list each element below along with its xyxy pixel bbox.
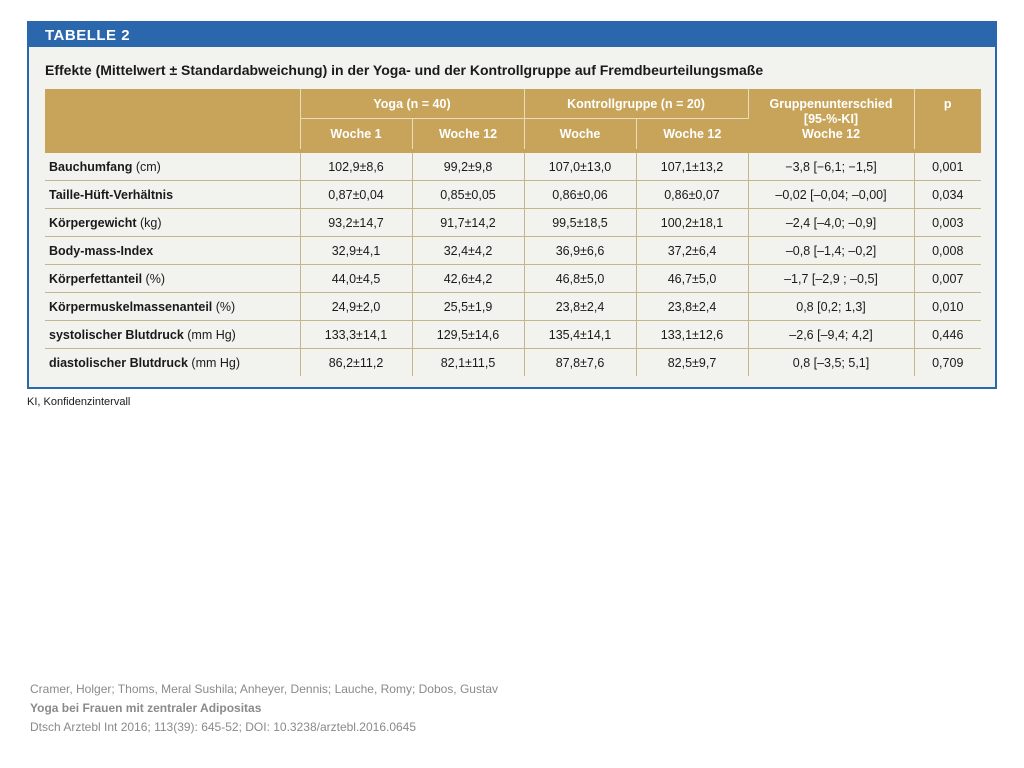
cell-yoga-week1: 102,9±8,6 xyxy=(300,151,412,181)
cell-control-week1: 46,8±5,0 xyxy=(524,265,636,293)
header-diff-line1: Gruppenunterschied xyxy=(769,96,893,111)
table-row xyxy=(45,237,981,265)
table-caption: Effekte (Mittelwert ± Standardabweichung) in der Yoga- und der Kontrollgruppe auf Fremdbeurteilungsmaße xyxy=(45,62,764,78)
cell-control-week12: 82,5±9,7 xyxy=(636,349,748,377)
header-p-value: p xyxy=(914,89,981,151)
header-yoga-week1: Woche 1 xyxy=(300,119,412,152)
cell-yoga-week12: 82,1±11,5 xyxy=(412,349,524,377)
table-row xyxy=(45,293,981,321)
cell-group-difference: –1,7 [–2,9 ; –0,5] xyxy=(748,265,914,293)
cell-p-value: 0,010 xyxy=(914,293,981,321)
row-label: Taille-Hüft-Verhältnis xyxy=(49,187,174,202)
table-row xyxy=(45,209,981,237)
cell-yoga-week12: 129,5±14,6 xyxy=(412,321,524,349)
cell-group-difference: –0,8 [–1,4; –0,2] xyxy=(748,237,914,265)
cell-group-difference: –2,6 [–9,4; 4,2] xyxy=(748,321,914,349)
header-group-difference xyxy=(748,89,914,151)
cell-control-week1: 135,4±14,1 xyxy=(524,321,636,349)
cell-yoga-week1: 0,87±0,04 xyxy=(300,181,412,209)
cell-yoga-week12: 32,4±4,2 xyxy=(412,237,524,265)
row-unit: (%) xyxy=(212,299,236,314)
row-label: diastolischer Blutdruck xyxy=(49,355,188,370)
header-control-week12: Woche 12 xyxy=(636,119,748,152)
cell-yoga-week12: 0,85±0,05 xyxy=(412,181,524,209)
cell-p-value: 0,709 xyxy=(914,349,981,377)
header-row-groups xyxy=(45,89,981,119)
cell-p-value: 0,034 xyxy=(914,181,981,209)
table-row xyxy=(45,349,981,377)
cell-control-week1: 99,5±18,5 xyxy=(524,209,636,237)
cell-control-week12: 37,2±6,4 xyxy=(636,237,748,265)
cell-control-week1: 36,9±6,6 xyxy=(524,237,636,265)
cell-control-week12: 107,1±13,2 xyxy=(636,151,748,181)
header-yoga-group: Yoga (n = 40) xyxy=(300,89,524,119)
header-control-group: Kontrollgruppe (n = 20) xyxy=(524,89,748,119)
cell-control-week12: 100,2±18,1 xyxy=(636,209,748,237)
cell-yoga-week12: 99,2±9,8 xyxy=(412,151,524,181)
cell-p-value: 0,446 xyxy=(914,321,981,349)
cell-yoga-week12: 91,7±14,2 xyxy=(412,209,524,237)
cell-yoga-week1: 93,2±14,7 xyxy=(300,209,412,237)
citation-source: Dtsch Arztebl Int 2016; 113(39): 645-52; DOI: 10.3238/arztebl.2016.0645 xyxy=(30,720,417,734)
cell-group-difference: 0,8 [0,2; 1,3] xyxy=(748,293,914,321)
cell-yoga-week12: 25,5±1,9 xyxy=(412,293,524,321)
cell-yoga-week1: 133,3±14,1 xyxy=(300,321,412,349)
table-footnote: KI, Konfidenzintervall xyxy=(27,396,131,408)
table-row xyxy=(45,181,981,209)
cell-group-difference: –2,4 [–4,0; –0,9] xyxy=(748,209,914,237)
table-row xyxy=(45,151,981,181)
row-unit: (kg) xyxy=(136,215,162,230)
table-box xyxy=(27,21,997,389)
row-unit: (%) xyxy=(142,271,165,286)
citation-authors: Cramer, Holger; Thoms, Meral Sushila; Anheyer, Dennis; Lauche, Romy; Dobos, Gustav xyxy=(30,682,498,696)
table-header-bar xyxy=(29,23,995,47)
cell-control-week12: 133,1±12,6 xyxy=(636,321,748,349)
cell-yoga-week1: 44,0±4,5 xyxy=(300,265,412,293)
cell-control-week1: 0,86±0,06 xyxy=(524,181,636,209)
table-row xyxy=(45,321,981,349)
table-label: TABELLE 2 xyxy=(45,27,131,44)
cell-control-week1: 107,0±13,0 xyxy=(524,151,636,181)
header-diff-line2: [95-%-KI] xyxy=(803,111,859,126)
row-label: Körperfettanteil xyxy=(49,271,143,286)
cell-yoga-week12: 42,6±4,2 xyxy=(412,265,524,293)
cell-group-difference: −3,8 [−6,1; −1,5] xyxy=(748,151,914,181)
data-table xyxy=(45,89,981,376)
citation-block xyxy=(30,680,498,737)
cell-yoga-week1: 24,9±2,0 xyxy=(300,293,412,321)
row-unit: (mm Hg) xyxy=(183,327,236,342)
table-row xyxy=(45,265,981,293)
cell-control-week12: 23,8±2,4 xyxy=(636,293,748,321)
row-label: systolischer Blutdruck xyxy=(49,327,184,342)
cell-control-week1: 23,8±2,4 xyxy=(524,293,636,321)
cell-p-value: 0,001 xyxy=(914,151,981,181)
cell-p-value: 0,007 xyxy=(914,265,981,293)
row-label: Bauchumfang xyxy=(49,159,133,174)
row-label: Body-mass-Index xyxy=(49,243,154,258)
cell-p-value: 0,008 xyxy=(914,237,981,265)
row-label: Körpermuskelmassenanteil xyxy=(49,299,213,314)
header-empty-cell xyxy=(45,89,300,151)
header-yoga-week12: Woche 12 xyxy=(412,119,524,152)
row-unit: (cm) xyxy=(132,159,161,174)
row-unit: (mm Hg) xyxy=(187,355,241,370)
cell-yoga-week1: 32,9±4,1 xyxy=(300,237,412,265)
row-label: Körpergewicht xyxy=(49,215,137,230)
citation-title: Yoga bei Frauen mit zentraler Adipositas xyxy=(30,701,262,715)
cell-control-week12: 46,7±5,0 xyxy=(636,265,748,293)
cell-p-value: 0,003 xyxy=(914,209,981,237)
cell-group-difference: –0,02 [–0,04; –0,00] xyxy=(748,181,914,209)
cell-group-difference: 0,8 [–3,5; 5,1] xyxy=(748,349,914,377)
cell-yoga-week1: 86,2±11,2 xyxy=(300,349,412,377)
header-diff-line3: Woche 12 xyxy=(801,126,861,141)
header-control-week1: Woche xyxy=(524,119,636,152)
cell-control-week1: 87,8±7,6 xyxy=(524,349,636,377)
cell-control-week12: 0,86±0,07 xyxy=(636,181,748,209)
